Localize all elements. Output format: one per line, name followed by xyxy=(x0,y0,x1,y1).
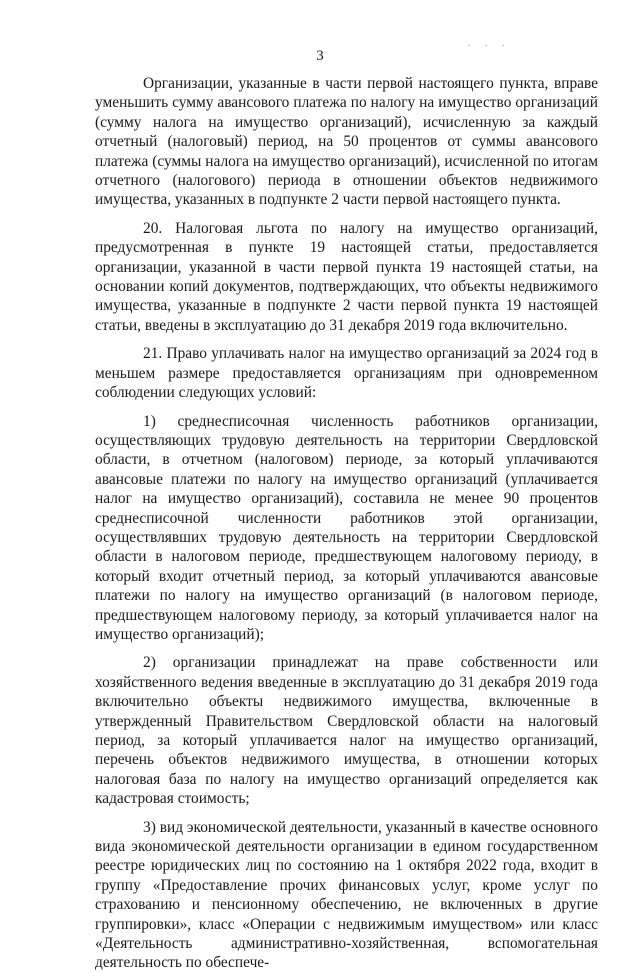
page-number: 3 xyxy=(316,48,324,64)
paragraph-item-21: 21. Право уплачивать налог на имущество организаций за 2024 год в меньшем размере предоставляется организациям при одновременном соблюдении следующих условий: xyxy=(95,345,598,402)
paragraph-item-20: 20. Налоговая льгота по налогу на имущество организаций, предусмотренная в пункте 19 настоящей статьи, предоставляется организации, указанной в части первой пункта 19 настоящей статьи, на основании копий документов, подтверждающих, что объекты недвижимого имущества, указанные в подпункте 2 части первой пункта 19 настоящей статьи, введены в эксплуатацию до 31 декабря 2019 года включительно. xyxy=(95,219,598,334)
document-body xyxy=(95,74,598,973)
paragraph-condition-2: 2) организации принадлежат на праве собственности или хозяйственного ведения введенные в эксплуатацию до 31 декабря 2019 года включительно объекты недвижимого имущества, включенные в утвержденный Правительством Свердловской области на налоговый период, за который уплачивается налог на имущество организаций, перечень объектов недвижимого имущества, в отношении которых налоговая база по налогу на имущество организаций определяется как кадастровая стоимость; xyxy=(95,654,598,808)
paragraph-organizations-reduction: Организации, указанные в части первой настоящего пункта, вправе уменьшить сумму авансового платежа по налогу на имущество организаций (сумму налога на имущество организаций), исчисленную за каждый отчетный (налоговый) период, на 50 процентов от суммы авансового платежа (суммы налога на имущество организаций), исчисленной по итогам отчетного (налогового) периода в отношении объектов недвижимого имущества, указанных в подпункте 2 части первой настоящего пункта. xyxy=(95,75,598,209)
paragraph-condition-3: 3) вид экономической деятельности, указанный в качестве основного вида экономической деятельности организации в едином государственном реестре юридических лиц по состоянию на 1 октября 2022 года, входит в группу «Предоставление прочих финансовых услуг, кроме услуг по страхованию и пенсионному обеспечению, не включенных в другие группировки», класс «Операции с недвижимым имуществом» или класс «Деятельность административно-хозяйственная, вспомогательная деятельность по обеспече- xyxy=(95,818,598,972)
scan-artifact: . . . xyxy=(468,38,511,49)
paragraph-condition-1: 1) среднесписочная численность работников организации, осуществляющих трудовую деятельность на территории Свердловской области, в отчетном (налоговом) периоде, за который уплачиваются авансовые платежи по налогу на имущество организаций (уплачивается налог на имущество организаций), составила не менее 90 процентов среднесписочной численности работников этой организации, осуществлявших трудовую деятельность на территории Свердловской области в налоговом периоде, предшествующем налоговому периоду, в который входит отчетный период, за который уплачиваются авансовые платежи по налогу на имущество организаций (в налоговом периоде, предшествующем налоговому периоду, за который уплачивается налог на имущество организаций); xyxy=(95,412,598,643)
